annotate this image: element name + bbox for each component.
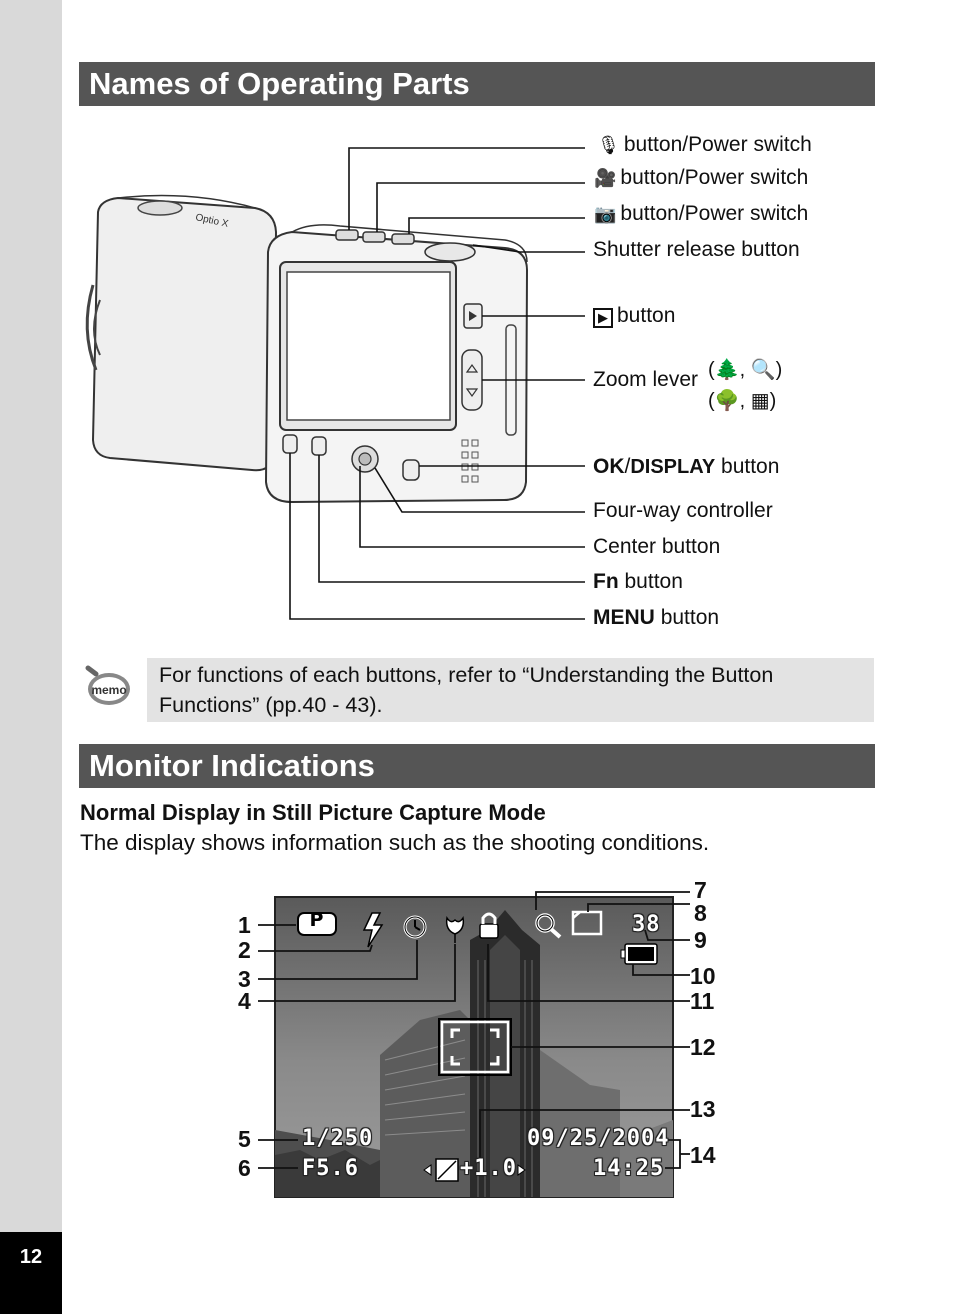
subheading-still-capture: Normal Display in Still Picture Capture Mode (80, 800, 546, 825)
callout-10: 10 (690, 963, 716, 989)
callout-2: 2 (238, 937, 251, 963)
callout-14: 14 (690, 1142, 716, 1168)
fn-button-label: Fn button (593, 570, 683, 593)
four-way-controller-label: Four-way controller (593, 499, 773, 522)
remaining-shots: 38 (632, 912, 661, 937)
zoom-wide-symbols: (🌳, ▦) (708, 390, 777, 412)
callout-1: 1 (238, 912, 251, 938)
callout-3: 3 (238, 966, 251, 992)
callout-13: 13 (690, 1096, 716, 1122)
memo-icon-text: memo (91, 683, 127, 697)
shutter-speed: 1/250 (302, 1126, 374, 1151)
thumbnail-grid-icon: ▦ (750, 390, 770, 412)
menu-button-label: MENU button (593, 606, 720, 629)
play-button-label: ▶ button (593, 304, 675, 328)
callout-11: 11 (690, 988, 715, 1014)
center-button-label: Center button (593, 535, 721, 558)
intro-paragraph: The display shows information such as the shooting conditions. (80, 830, 710, 855)
section-title-monitor: Monitor Indications (79, 744, 875, 788)
play-icon: ▶ (593, 308, 613, 328)
shutter-release-label: Shutter release button (593, 238, 800, 261)
wide-angle-icon: 🌳 (714, 390, 740, 412)
callout-6: 6 (238, 1155, 251, 1181)
callout-7: 7 (694, 877, 707, 903)
movie-camera-icon: 🎥 (594, 168, 617, 188)
mic-button-label: 🎙 button/Power switch (597, 133, 812, 156)
zoom-tele-symbols: (🌲, 🔍) (708, 359, 783, 381)
microphone-icon: 🎙 (597, 135, 620, 155)
time-display: 14:25 (593, 1156, 665, 1181)
ok-display-label: OK/DISPLAY button (593, 455, 780, 478)
section-title-operating-parts: Names of Operating Parts (79, 62, 875, 106)
camera-icon: 📷 (594, 204, 617, 224)
zoom-lever-label: Zoom lever (593, 368, 699, 391)
movie-button-label: 🎥 button/Power switch (594, 166, 809, 189)
magnify-icon: 🔍 (750, 359, 776, 381)
date-display: 09/25/2004 (527, 1126, 670, 1151)
callout-4: 4 (238, 988, 251, 1014)
callout-9: 9 (694, 927, 707, 953)
lock-icon (480, 924, 498, 938)
memo-note: For functions of each buttons, refer to “Understanding the Button Functions” (pp.40 - 43). (147, 658, 874, 722)
callout-12: 12 (690, 1034, 716, 1060)
telephoto-icon: 🌲 (714, 359, 740, 381)
aperture-value: F5.6 (302, 1156, 359, 1181)
ev-compensation-value: +1.0 (460, 1156, 517, 1181)
callout-8: 8 (694, 900, 707, 926)
capture-mode-indicator: P (309, 909, 325, 931)
camera-button-label: 📷 button/Power switch (594, 202, 809, 225)
callout-5: 5 (238, 1126, 251, 1152)
page-number: 12 (19, 1246, 43, 1268)
camera-brand-text: Optio X (194, 212, 230, 230)
